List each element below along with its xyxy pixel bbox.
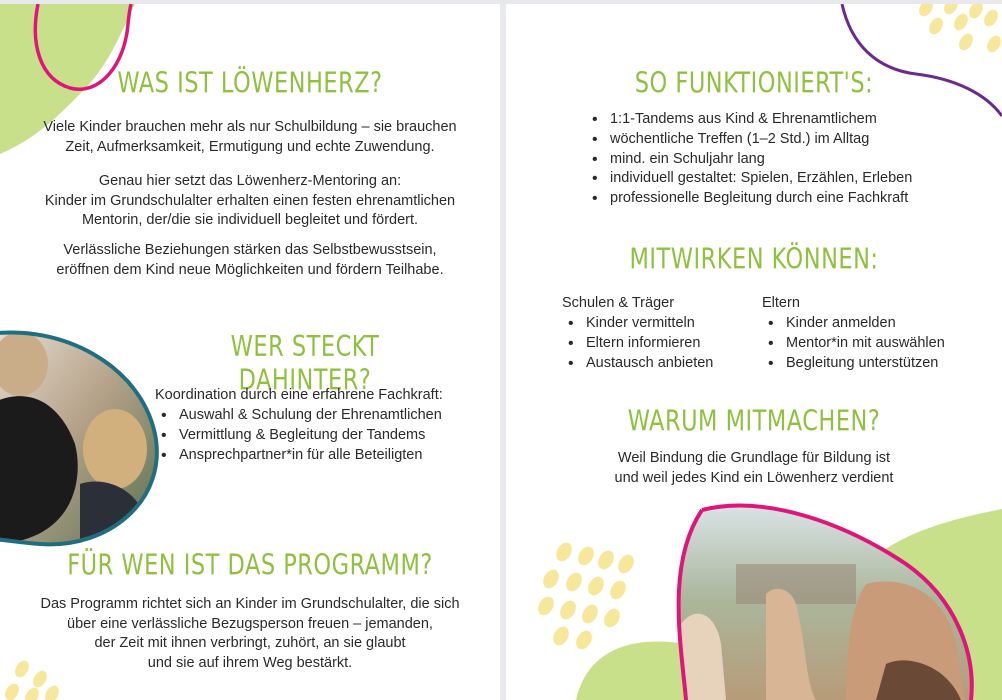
- intro-paragraph-3: [20, 241, 480, 280]
- how-it-works-list: [586, 110, 912, 209]
- list-item: • Begleitung unterstützen: [762, 354, 945, 374]
- list-item: • Kinder vermitteln: [562, 314, 713, 334]
- text-line: der Zeit mit ihnen verbringt, zuhört, an sie glaubt: [94, 635, 406, 651]
- schools-column-title: Schulen & Träger: [562, 295, 675, 311]
- list-item: • individuell gestaltet: Spielen, Erzählen, Erleben: [586, 169, 912, 189]
- list-item: • Kinder anmelden: [762, 314, 945, 334]
- list-item: • Austausch anbieten: [562, 354, 713, 374]
- left-page: [0, 4, 500, 700]
- schools-list: [562, 314, 713, 373]
- coordination-intro: Koordination durch eine erfahrene Fachkraft:: [155, 387, 443, 403]
- list-item: • 1:1-Tandems aus Kind & Ehrenamtlichem: [586, 110, 912, 130]
- list-item: • Auswahl & Schulung der Ehrenamtlichen: [155, 406, 442, 426]
- parents-list: [762, 314, 945, 373]
- children-photo: [0, 324, 170, 554]
- text-line: und weil jedes Kind ein Löwenherz verdient: [614, 469, 894, 486]
- list-item: • mind. ein Schuljahr lang: [586, 150, 912, 170]
- text-line: Zeit, Aufmerksamkeit, Ermutigung und echte Zuwendung.: [65, 138, 435, 155]
- text-line: Genau hier setzt das Löwenherz-Mentoring an:: [98, 173, 402, 189]
- parents-column-title: Eltern: [762, 295, 800, 311]
- text-line: Weil Bindung die Grundlage für Bildung ist: [617, 450, 891, 466]
- text-line: Kinder im Grundschulalter erhalten einen festen ehrenamtlichen: [44, 192, 456, 209]
- target-group-paragraph: [20, 595, 480, 673]
- list-item: • Mentor*in mit auswählen: [762, 334, 945, 354]
- yellow-dots-bottom-right-page: [535, 540, 637, 652]
- list-item: • Ansprechpartner*in für alle Beteiligten: [155, 446, 442, 466]
- list-item: • wöchentliche Treffen (1–2 Std.) im Alltag: [586, 130, 912, 150]
- heading-so-funktionierts: SO FUNKTIONIERT'S:: [634, 65, 874, 100]
- right-page: [506, 4, 1002, 700]
- list-item: • Vermittlung & Begleitung der Tandems: [155, 426, 442, 446]
- heading-wer-steckt-dahinter: WER STECKT DAHINTER?: [230, 329, 380, 397]
- text-line: Viele Kinder brauchen mehr als nur Schulbildung – sie brauchen: [43, 119, 457, 135]
- text-line: über eine verlässliche Bezugsperson freuen – jemanden,: [67, 615, 433, 632]
- why-join-paragraph: [526, 449, 982, 488]
- text-line: Mentorin, der/die sie individuell begleitet und fördert.: [81, 212, 419, 228]
- text-line: Das Programm richtet sich an Kinder im Grundschulalter, die sich: [40, 596, 460, 612]
- heading-mitwirken-koennen: MITWIRKEN KÖNNEN:: [629, 241, 879, 276]
- text-line: eröffnen dem Kind neue Möglichkeiten und fördern Teilhabe.: [56, 261, 444, 278]
- intro-paragraph-2: [20, 172, 480, 231]
- coordination-list: [155, 406, 442, 465]
- list-item: • Eltern informieren: [562, 334, 713, 354]
- text-line: Verlässliche Beziehungen stärken das Selbstbewusstsein,: [63, 242, 437, 258]
- text-line: und sie auf ihrem Weg bestärkt.: [147, 654, 353, 671]
- yellow-dots-top: [916, 4, 1002, 55]
- list-item: • professionelle Begleitung durch eine Fachkraft: [586, 189, 912, 209]
- heading-fuer-wen: FÜR WEN IST DAS PROGRAMM?: [67, 547, 433, 582]
- purple-line-top: [842, 4, 1002, 116]
- heading-was-ist-loewenherz: WAS IST LÖWENHERZ?: [117, 65, 383, 100]
- heading-warum-mitmachen: WARUM MITMACHEN?: [627, 403, 881, 438]
- intro-paragraph-1: [20, 118, 480, 157]
